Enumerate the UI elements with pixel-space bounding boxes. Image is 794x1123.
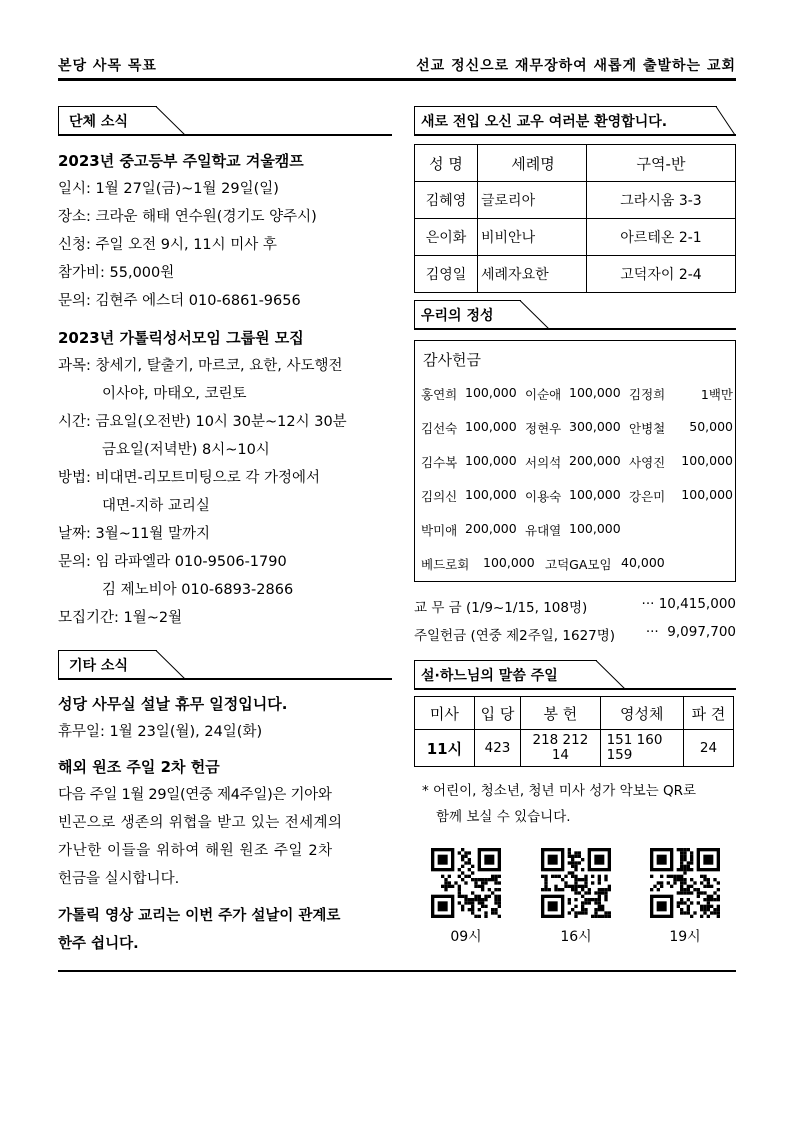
donor-name: 이순애 <box>525 387 562 402</box>
donor-amount: 1백만 <box>700 387 733 402</box>
video-text-1: 가톨릭 영상 교리는 이번 주가 설날이 관계로 <box>58 908 341 924</box>
cell-district: 그라시움 3-3 <box>587 182 736 219</box>
tab-slant-shape <box>155 106 186 136</box>
tithe-total-value: ··· 10,415,000 <box>641 596 736 612</box>
qr-code-icon-1900[interactable] <box>650 846 720 920</box>
bible-subjects-cont: 이사야, 마태오, 코린토 <box>102 386 247 402</box>
donor-amount: 50,000 <box>689 419 733 434</box>
tab-underline <box>414 688 736 690</box>
tab-underline <box>58 678 392 680</box>
cell-district: 아르테온 2-1 <box>587 219 736 256</box>
thanks-offering-title: 감사헌금 <box>423 351 481 369</box>
donor-name: 이용숙 <box>525 489 562 504</box>
qr-label-1600: 16시 <box>560 929 592 945</box>
donor-amount: 100,000 <box>569 385 621 400</box>
donor-name: 사영진 <box>629 455 666 470</box>
donor-amount: 100,000 <box>569 521 621 536</box>
table-header-row <box>415 145 736 182</box>
table-row <box>415 256 736 293</box>
tab-slant-shape <box>595 660 626 690</box>
cell-district: 고덕자이 2-4 <box>587 256 736 293</box>
cell-baptismal-name: 비비안나 <box>478 219 587 256</box>
holiday-dates: 휴무일: 1월 23일(월), 24일(화) <box>58 724 263 740</box>
cell-offertory: 218 212 14 <box>521 730 600 767</box>
holiday-title: 성당 사무실 설날 휴무 일정입니다. <box>58 695 288 713</box>
bible-recruit-period: 모집기간: 1월~2월 <box>58 610 183 626</box>
bible-contact: 문의: 임 라파엘라 010-9506-1790 <box>58 554 287 570</box>
bible-dates: 날짜: 3월~11월 말까지 <box>58 526 210 542</box>
donor-amount: 100,000 <box>483 555 535 570</box>
table-row <box>415 182 736 219</box>
list-item <box>421 487 733 505</box>
list-item <box>421 453 733 471</box>
donor-amount: 100,000 <box>465 419 517 434</box>
tab-underline <box>414 134 736 136</box>
qr-code-icon-0900[interactable] <box>431 846 501 920</box>
aid-section <box>58 753 342 893</box>
holiday-section <box>58 690 287 746</box>
donor-amount: 300,000 <box>569 419 621 434</box>
tab-offering-label: 우리의 정성 <box>414 300 520 328</box>
donor-amount: 100,000 <box>569 487 621 502</box>
donor-amount: 100,000 <box>681 487 733 502</box>
tab-slant-shape <box>715 106 736 136</box>
donor-amount: 200,000 <box>465 521 517 536</box>
bible-section <box>58 324 347 632</box>
list-item <box>421 419 733 437</box>
qr-code-icon-1600[interactable] <box>541 846 611 920</box>
cell-communion: 151 160 159 <box>600 730 683 767</box>
tithe-total-line <box>414 596 736 616</box>
tab-offering <box>414 300 550 330</box>
donor-amount: 100,000 <box>465 385 517 400</box>
camp-contact: 문의: 김현주 에스더 010-6861-9656 <box>58 293 301 309</box>
video-section <box>58 902 340 958</box>
cell-mass-time: 11시 <box>415 730 475 767</box>
qr-note-2: 함께 보실 수 있습니다. <box>436 809 571 825</box>
bible-subjects: 과목: 창세기, 탈출기, 마르코, 요한, 사도행전 <box>58 358 343 374</box>
tab-other-news <box>58 650 186 680</box>
aid-text-4: 헌금을 실시합니다. <box>58 871 180 887</box>
donor-name: 홍연희 <box>421 387 458 402</box>
list-item <box>421 385 733 403</box>
col-header-mass: 미사 <box>415 697 475 730</box>
bible-method: 방법: 비대면-리모트미팅으로 각 가정에서 <box>58 470 321 486</box>
camp-signup: 신청: 주일 오전 9시, 11시 미사 후 <box>58 237 277 253</box>
tab-other-news-label: 기타 소식 <box>58 650 156 678</box>
video-text-2: 한주 쉽니다. <box>58 936 139 952</box>
donor-name: 김선숙 <box>421 421 458 436</box>
table-row <box>415 730 734 767</box>
col-header-baptismal-name: 세례명 <box>478 145 587 182</box>
camp-date: 일시: 1월 27일(금)~1월 29일(일) <box>58 181 279 197</box>
header-motto: 선교 정신으로 재무장하여 새롭게 출발하는 교회 <box>416 58 736 74</box>
sunday-collection-value: ··· 9,097,700 <box>645 624 736 640</box>
donor-name: 박미애 <box>421 523 458 538</box>
donor-amount: 100,000 <box>465 453 517 468</box>
donor-amount: 100,000 <box>465 487 517 502</box>
footer-divider <box>58 970 736 972</box>
aid-text-1: 다음 주일 1월 29일(연중 제4주일)은 기아와 <box>58 787 332 803</box>
camp-fee: 참가비: 55,000원 <box>58 265 175 281</box>
bible-title: 2023년 가톨릭성서모임 그룹원 모집 <box>58 329 304 347</box>
sunday-collection-label: 주일헌금 (연중 제2주일, 1627명) <box>414 628 616 644</box>
donor-name: 김정희 <box>629 387 666 402</box>
aid-text-3: 가난한 이들을 위하여 해원 원조 주일 2차 <box>58 843 333 859</box>
tithe-total-label: 교 무 금 (1/9~1/15, 108명) <box>414 600 588 616</box>
donor-name: 정현우 <box>525 421 562 436</box>
col-header-entrance: 입 당 <box>474 697 520 730</box>
tab-group-news-label: 단체 소식 <box>58 106 156 134</box>
donor-name: 김수복 <box>421 455 458 470</box>
bible-time-cont: 금요일(저녁반) 8시~10시 <box>102 442 270 458</box>
bible-contact-cont: 김 제노비아 010-6893-2866 <box>102 582 294 598</box>
tab-slant-shape <box>155 650 186 680</box>
cell-baptismal-name: 세례자요한 <box>478 256 587 293</box>
tab-welcome-label: 새로 전입 오신 교우 여러분 환영합니다. <box>414 106 716 134</box>
donor-name: 안병철 <box>629 421 666 436</box>
welcome-table <box>414 144 736 293</box>
list-item <box>421 521 733 539</box>
cell-name: 김영일 <box>415 256 478 293</box>
col-header-name: 성 명 <box>415 145 478 182</box>
tab-sunday-label: 설·하느님의 말씀 주일 <box>414 660 596 688</box>
table-row <box>415 219 736 256</box>
header-divider <box>58 78 736 81</box>
donor-name: 강은미 <box>629 489 666 504</box>
mass-attendance-table <box>414 696 734 767</box>
sunday-collection-line <box>414 624 736 644</box>
donor-name: 김의신 <box>421 489 458 504</box>
camp-place: 장소: 크라운 해태 연수원(경기도 양주시) <box>58 209 317 225</box>
bible-method-cont: 대면-지하 교리실 <box>102 498 210 514</box>
list-item <box>421 555 733 573</box>
aid-title: 해외 원조 주일 2차 헌금 <box>58 758 220 776</box>
cell-name: 은이화 <box>415 219 478 256</box>
cell-baptismal-name: 글로리아 <box>478 182 587 219</box>
thanks-offering-box <box>414 340 736 582</box>
cell-dismissal: 24 <box>683 730 733 767</box>
tab-sunday <box>414 660 626 690</box>
table-header-row <box>415 697 734 730</box>
tab-slant-shape <box>519 300 550 330</box>
qr-note-1: * 어린이, 청소년, 청년 미사 성가 악보는 QR로 <box>422 783 697 799</box>
bible-time: 시간: 금요일(오전반) 10시 30분~12시 30분 <box>58 414 347 430</box>
col-header-communion: 영성체 <box>600 697 683 730</box>
cell-name: 김혜영 <box>415 182 478 219</box>
tab-underline <box>414 328 736 330</box>
cell-entrance: 423 <box>474 730 520 767</box>
tab-underline <box>58 134 392 136</box>
donor-amount: 100,000 <box>681 453 733 468</box>
qr-label-1900: 19시 <box>669 929 701 945</box>
camp-section <box>58 147 317 315</box>
donor-name: 베드로회 <box>421 557 470 572</box>
col-header-dismissal: 파 견 <box>683 697 733 730</box>
header-goal-label: 본당 사목 목표 <box>58 58 157 74</box>
donor-name: 유대열 <box>525 523 562 538</box>
aid-text-2: 빈곤으로 생존의 위협을 받고 있는 전세계의 <box>58 815 343 831</box>
donor-amount: 200,000 <box>569 453 621 468</box>
col-header-district: 구역-반 <box>587 145 736 182</box>
camp-title: 2023년 중고등부 주일학교 겨울캠프 <box>58 152 304 170</box>
donor-name: 고덕GA모임 <box>545 557 612 572</box>
col-header-offertory: 봉 헌 <box>521 697 600 730</box>
tab-welcome <box>414 106 736 136</box>
donor-amount: 40,000 <box>621 555 665 570</box>
qr-label-0900: 09시 <box>450 929 482 945</box>
tab-group-news <box>58 106 186 136</box>
donor-name: 서의석 <box>525 455 562 470</box>
